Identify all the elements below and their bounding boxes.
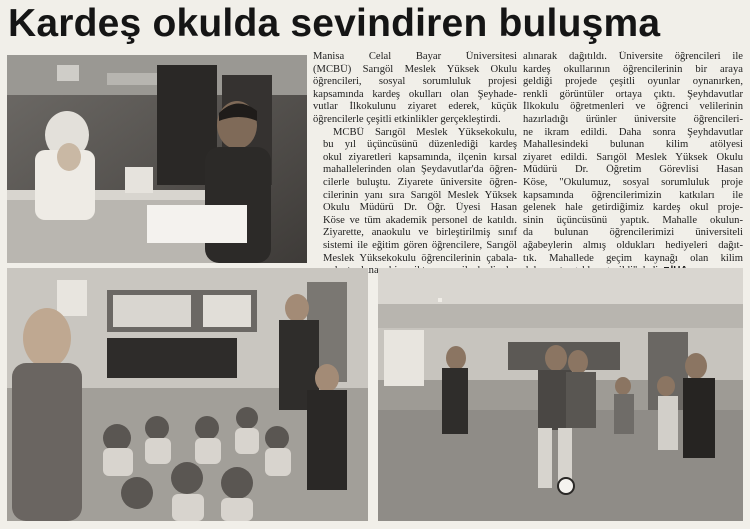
text-line: cilerle buluştu. Ziyarete üniversite öğren-	[323, 176, 517, 188]
photo-children-classroom	[7, 268, 368, 521]
article-column-2	[523, 51, 743, 278]
text-line: kapsamında kardeş okulları olan Şeyhade-	[313, 88, 517, 100]
text-line: cilerinin yanı sıra Sarıgöl Meslek Yüksek	[323, 189, 517, 201]
text-line: MCBÜ Sarıgöl Meslek Yüksekokulu,	[333, 126, 517, 138]
text-line: ağabeylerin almış oldukları hediyeleri dağıt-	[523, 239, 743, 251]
photo-football-game	[378, 268, 743, 521]
text-line: mahallelerinden olan Şeydavutlar'da öğren-	[323, 164, 517, 176]
text-line: alınarak dağıtıldı. Üniversite öğrencileri ile	[523, 51, 743, 62]
text-line: bu yıl üçüncüsünü düzenlediği kardeş	[323, 139, 517, 151]
text-line: ziyaret edildi. Sarıgöl Meslek Yüksek Okulu	[523, 151, 743, 163]
text-line: Manisa Celal Bayar Üniversitesi	[313, 51, 517, 62]
text-line: Müdürü Dr. Öğretim Görevlisi Hasan	[523, 164, 743, 176]
article-column-1	[313, 51, 517, 278]
text-line: ne ikram edildi. Daha sonra Şeyhdavutlar	[523, 126, 743, 138]
text-line: gelenek hale getirdiğimiz kardeş okul proje-	[523, 202, 743, 214]
text-line: kardeş okullarının öğrencilerinin bir araya	[523, 63, 743, 75]
paragraph-1	[313, 51, 517, 127]
text-line: sistemi ile eğitim gören öğrencilere, Sarıgöl	[323, 239, 517, 251]
text-line: Köse ve tüm akademik personel de katıldı.	[323, 214, 517, 226]
headline: Kardeş okulda sevindiren buluşma	[8, 2, 661, 45]
text-line: sinin üçüncüsünü yaptık. Mahalle okulun-	[523, 214, 743, 226]
text-line: Meslek Yüksekokulu öğrencilerinin çabala-	[323, 252, 517, 264]
text-line: tık. Mahallede geçim kaynağı olan kilim	[523, 252, 743, 264]
text-line: İlkokulu öğretmenleri ve öğrenci velilerinin	[523, 101, 743, 113]
text-line: kapsamında öğrencilerimizin katkıları ile	[523, 189, 743, 201]
text-line: öğrencilerle çeşitli etkinlikler gerçekleştirdi.	[313, 113, 501, 125]
text-line: geldiği projede çeşitli oyunlar oynanırken,	[523, 76, 743, 88]
text-line: okul ziyaretleri kapsamında, ilçenin kırsal	[323, 151, 517, 163]
paragraph-3	[523, 51, 743, 278]
text-line: Okulu Müdürü Dr. Öğr. Üyesi Hasan	[323, 202, 517, 214]
text-line: renkli görüntüler ortaya çıktı. Şeyhdavutlar	[523, 88, 743, 100]
text-line: Köse, "Okulumuz, sosyal sorumluluk proje	[523, 176, 743, 188]
text-line: öğrencileri, sosyal sorumluluk projesi	[313, 76, 517, 88]
paragraph-2	[313, 127, 517, 278]
text-line: (MCBÜ) Sarıgöl Meslek Yüksek Okulu	[313, 63, 517, 75]
text-line: vutlar İlkokulunu ziyaret ederek, küçük	[313, 101, 517, 113]
text-line: hazırladığı ürünler üniversite öğrencileri-	[523, 113, 743, 125]
text-line: da bulunan öğrencilerimizi üniversiteli	[523, 227, 743, 239]
photo-student-with-child	[7, 55, 307, 263]
text-line: Ziyarette, anaokulu ve birleştirilmiş sınıf	[323, 227, 517, 239]
text-line: Mahallesindeki bulunan kilim atölyesi	[523, 139, 743, 151]
